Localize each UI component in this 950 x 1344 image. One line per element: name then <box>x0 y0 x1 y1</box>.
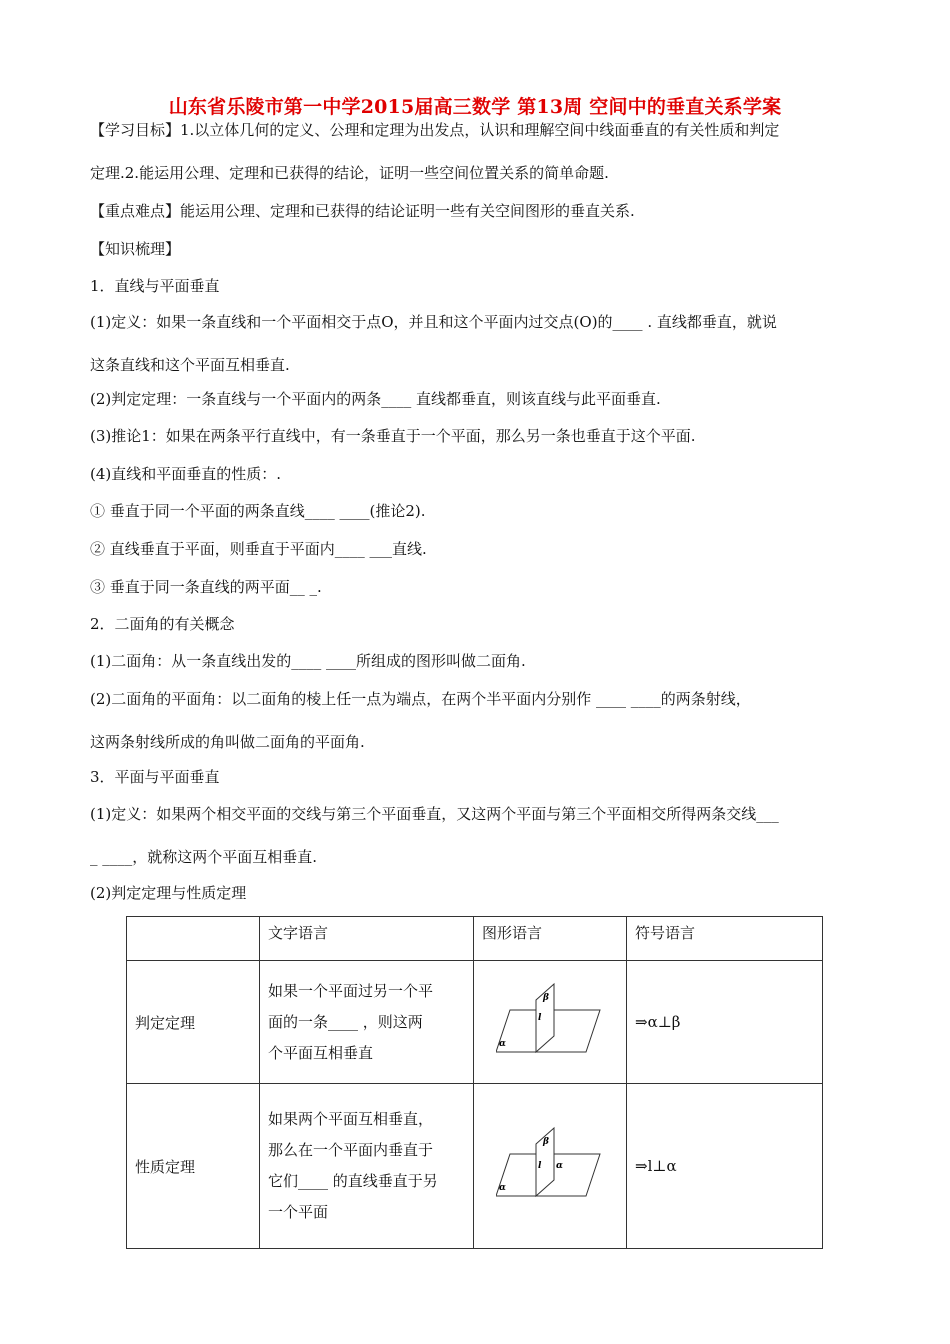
key-points-line: 【重点难点】能运用公理、定理和已获得的结论证明一些有关空间图形的垂直关系. <box>90 202 635 220</box>
property-heading: (4)直线和平面垂直的性质：. <box>90 465 282 483</box>
figure-label-a: α <box>556 1161 563 1171</box>
table-row <box>127 1084 823 1249</box>
perpendicular-planes-figure <box>496 1124 604 1208</box>
theorem-table <box>126 916 823 1249</box>
property-3: ③ 垂直于同一条直线的两平面__ _. <box>90 578 322 596</box>
theorems-heading: (2)判定定理与性质定理 <box>90 884 247 902</box>
header-cell-symbol-language: 符号语言 <box>627 917 823 961</box>
header-cell-text-language: 文字语言 <box>260 917 474 961</box>
criterion-figure-cell <box>474 961 627 1084</box>
figure-label-beta: β <box>543 1137 549 1147</box>
property-text-cell <box>260 1084 474 1249</box>
knowledge-heading: 【知识梳理】 <box>90 240 181 258</box>
figure-label-l: l <box>538 1161 542 1171</box>
plane-angle-line-2: 这两条射线所成的角叫做二面角的平面角. <box>90 733 365 751</box>
figure-label-alpha: α <box>499 1039 506 1049</box>
criterion-text-cell <box>260 961 474 1084</box>
property-figure-cell <box>474 1084 627 1249</box>
row-name-property: 性质定理 <box>127 1084 260 1249</box>
row-name-criterion: 判定定理 <box>127 961 260 1084</box>
learning-goal-line-2: 定理.2.能运用公理、定理和已获得的结论，证明一些空间位置关系的简单命题. <box>90 164 609 182</box>
section-2-heading: 2．二面角的有关概念 <box>90 615 235 633</box>
criterion-text-line: 面的一条____ ，则这两 <box>268 1012 423 1031</box>
document-title: 山东省乐陵市第一中学2015届高三数学 第13周 空间中的垂直关系学案 <box>168 96 782 118</box>
property-text-line: 如果两个平面互相垂直， <box>268 1110 434 1128</box>
property-text-line: 它们____ 的直线垂直于另 <box>268 1172 438 1190</box>
definition-line-1: (1)定义：如果一条直线和一个平面相交于点O，并且和这个平面内过交点(O)的____ . 直线都垂直，就说 <box>90 313 777 331</box>
property-text-line: 一个平面 <box>268 1203 329 1221</box>
criterion-text-line: 如果一个平面过另一个平 <box>268 981 434 1000</box>
dihedral-definition: (1)二面角：从一条直线出发的____ ____所组成的图形叫做二面角. <box>90 652 526 670</box>
criterion-symbol-cell: ⇒α⊥β <box>627 961 823 1084</box>
plane-perp-definition-2: _ ____，就称这两个平面互相垂直. <box>90 848 318 866</box>
plane-perp-definition-1: (1)定义：如果两个相交平面的交线与第三个平面垂直，又这两个平面与第三个平面相交所得两条交线___ <box>90 805 779 823</box>
definition-line-2: 这条直线和这个平面互相垂直. <box>90 356 290 374</box>
section-1-heading: 1．直线与平面垂直 <box>90 277 220 295</box>
header-cell-empty <box>127 917 260 961</box>
property-symbol-cell: ⇒l⊥α <box>627 1084 823 1249</box>
property-text-line: 那么在一个平面内垂直于 <box>268 1141 434 1159</box>
section-3-heading: 3．平面与平面垂直 <box>90 768 220 786</box>
figure-label-beta: β <box>543 993 549 1003</box>
table-header-row <box>127 917 823 961</box>
learning-goal-line-1: 【学习目标】1.以立体几何的定义、公理和定理为出发点，认识和理解空间中线面垂直的有关性质和判定 <box>90 121 780 139</box>
figure-label-alpha: α <box>499 1183 506 1193</box>
table-row <box>127 961 823 1084</box>
corollary-line: (3)推论1：如果在两条平行直线中，有一条垂直于一个平面，那么另一条也垂直于这个平面. <box>90 427 696 445</box>
header-cell-figure-language: 图形语言 <box>474 917 627 961</box>
criterion-text-line: 个平面互相垂直 <box>268 1043 374 1062</box>
property-1: ① 垂直于同一个平面的两条直线____ ____(推论2). <box>90 502 426 520</box>
perpendicular-planes-figure <box>496 980 604 1064</box>
figure-label-l: l <box>538 1013 542 1023</box>
plane-angle-line-1: (2)二面角的平面角：以二面角的棱上任一点为端点，在两个半平面内分别作 ____ ____的两条射线， <box>90 690 751 708</box>
property-2: ② 直线垂直于平面，则垂直于平面内____ ___直线. <box>90 540 427 558</box>
criterion-line: (2)判定定理：一条直线与一个平面内的两条____ 直线都垂直，则该直线与此平面垂直. <box>90 390 661 408</box>
